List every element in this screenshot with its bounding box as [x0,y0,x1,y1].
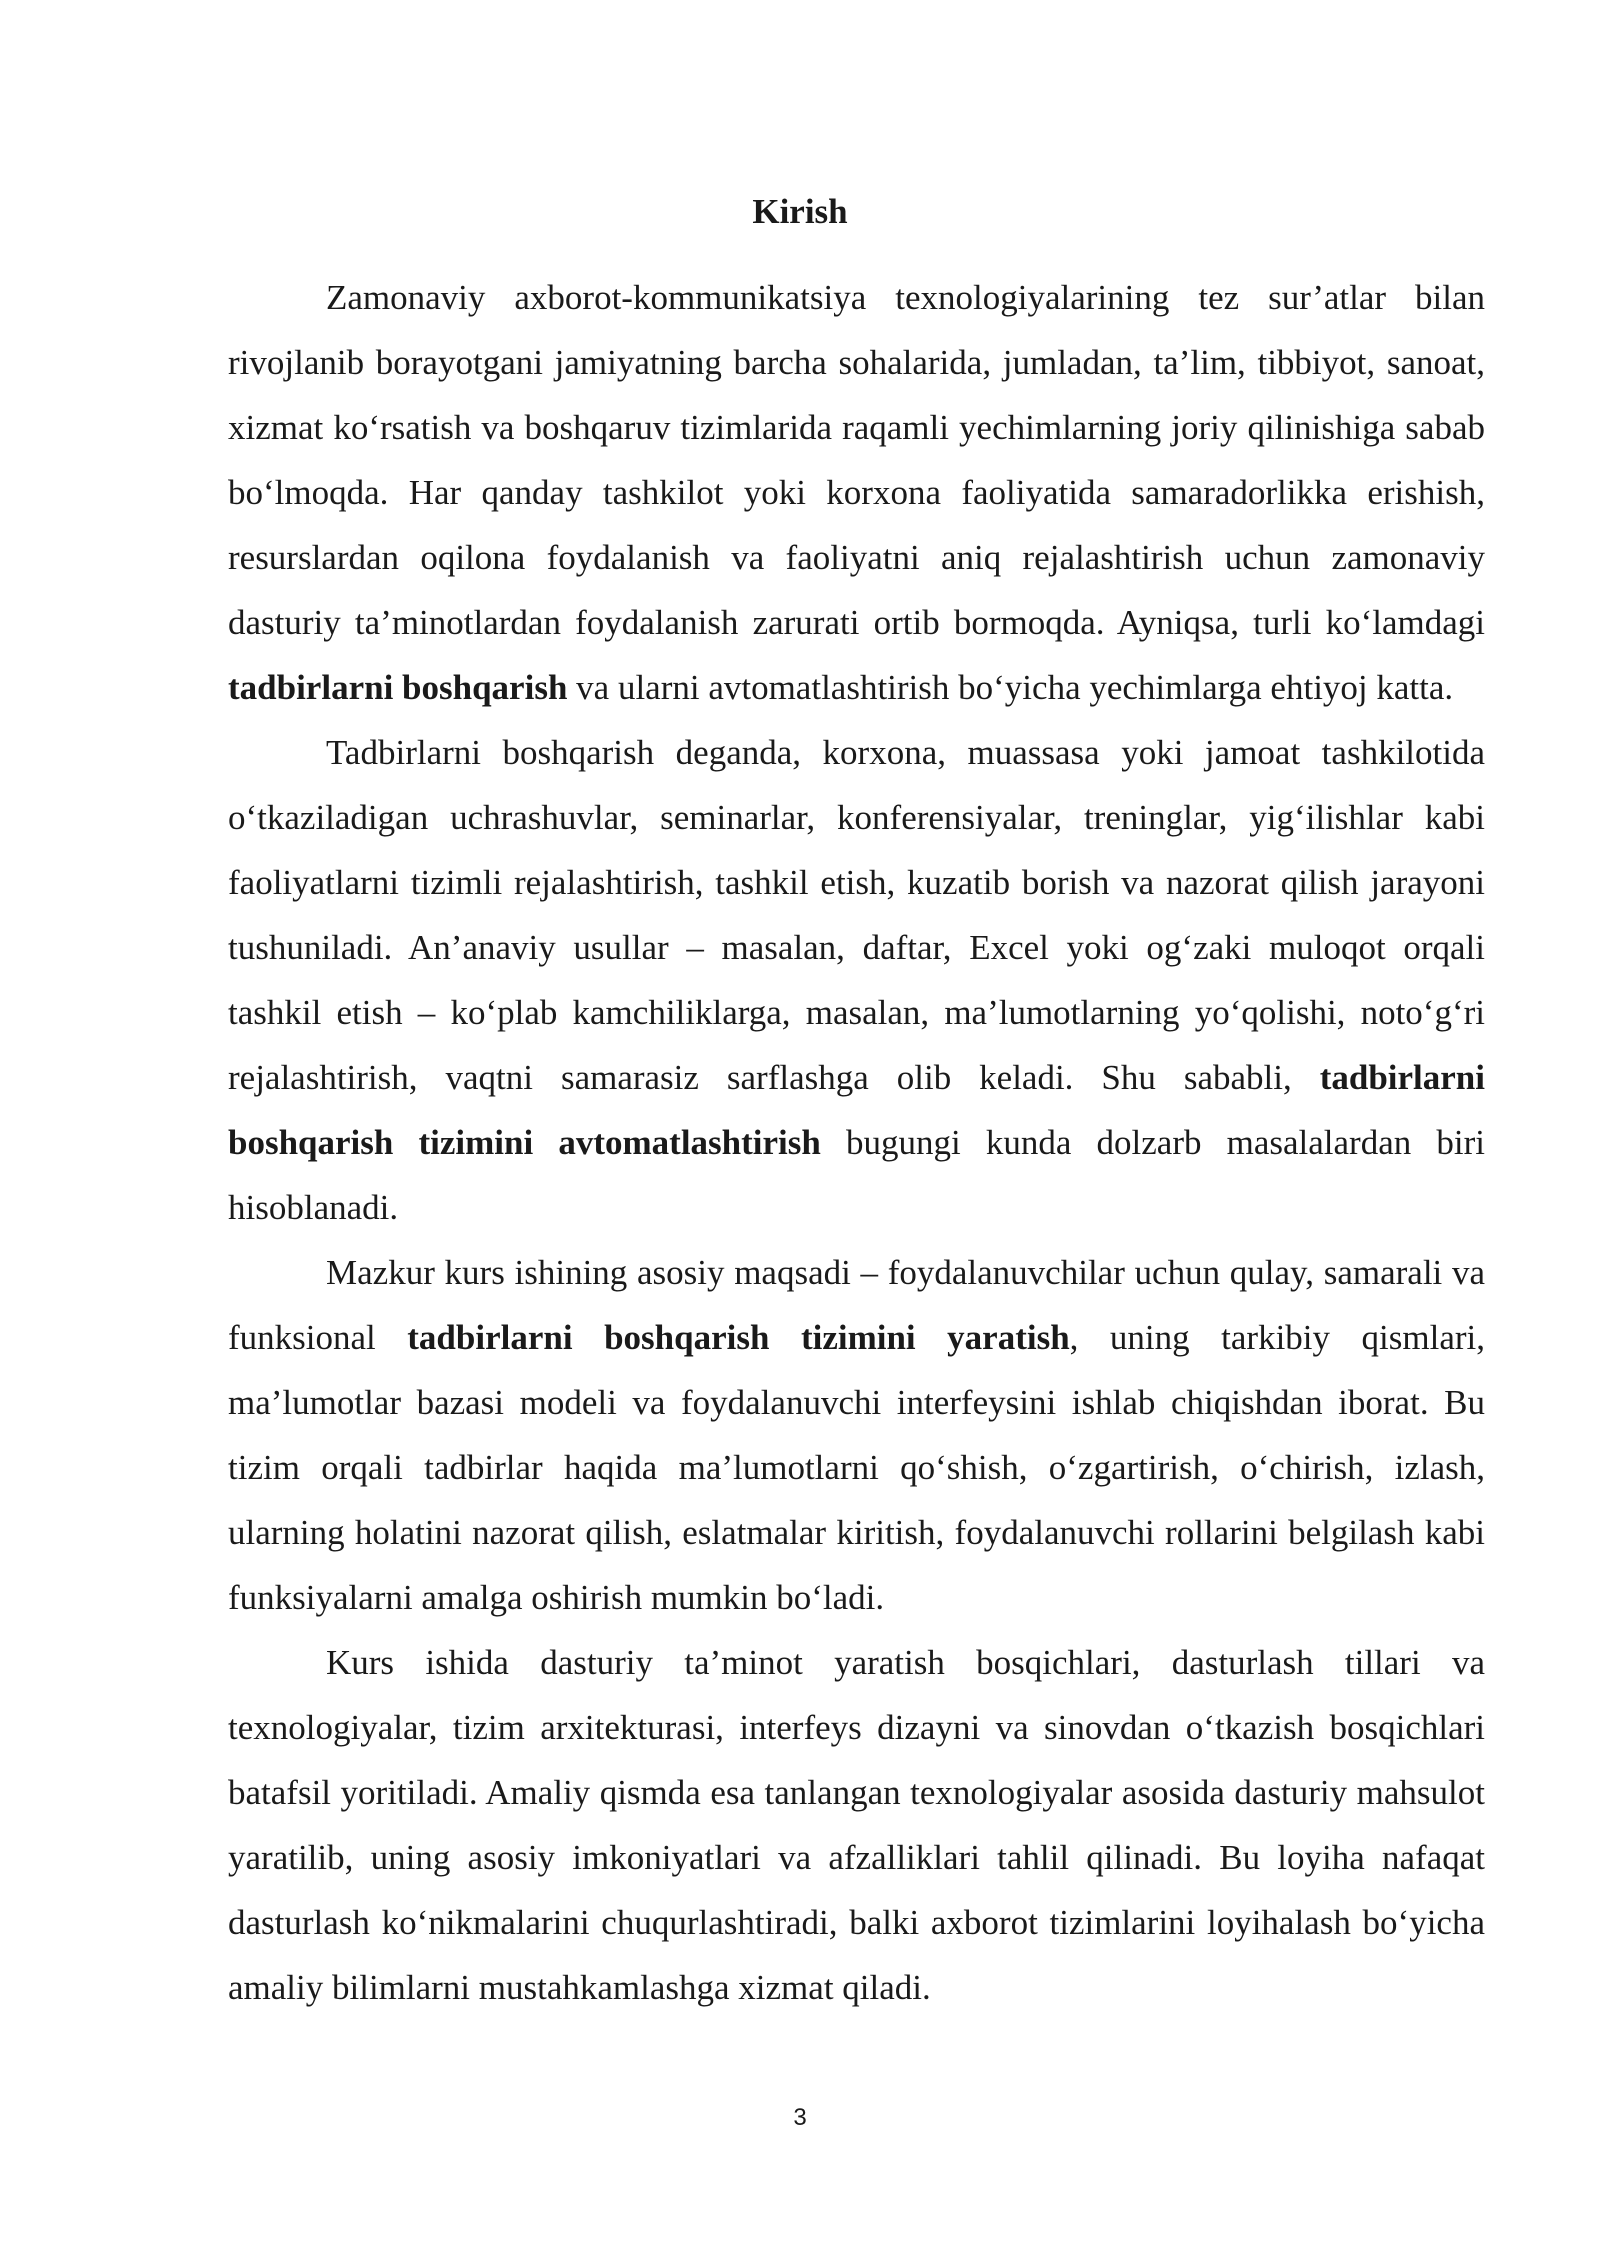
bold-phrase: tadbirlarni boshqarish tizimini avtomatlashtirish [228,1058,1485,1162]
page-number: 3 [793,2104,807,2131]
paragraph-text: Kurs ishida dasturiy ta’minot yaratish bosqichlari, dasturlash tillari va texnologiyalar, tizim arxitekturasi, interfeys dizayni va sinovdan o‘tkazish bosqichlari batafsil yoritiladi. Amaliy qismda esa tanlangan texnologiyalar asosida dasturiy mahsulot yaratilib, uning asosiy imkoniyatlari va afzalliklari tahlil qilinadi. Bu loyiha nafaqat dasturlash ko‘nikmalarini chuqurlashtiradi, balki axborot tizimlarini loyihalash bo‘yicha amaliy bilimlarni mustahkamlashga xizmat qiladi. [228,1643,1485,2007]
paragraph-text: Mazkur kurs ishining asosiy maqsadi – foydalanuvchilar uchun qulay, samarali va funksional [228,1253,1485,1357]
paragraph [228,265,1485,720]
paragraph-text: , uning tarkibiy qismlari, ma’lumotlar bazasi modeli va foydalanuvchi interfeysini ishlab chiqishdan iborat. Bu tizim orqali tadbirlar haqida ma’lumotlarni qo‘shish, o‘zgartirish, o‘chirish, izlash, ularning holatini nazorat qilish, eslatmalar kiritish, foydalanuvchi rollarini belgilash kabi funksiyalarni amalga oshirish mumkin bo‘ladi. [228,1318,1485,1617]
paragraph [228,1630,1485,2020]
paragraph [228,720,1485,1240]
bold-phrase: tadbirlarni boshqarish tizimini yaratish [407,1318,1070,1357]
paragraph-text: Zamonaviy axborot-kommunikatsiya texnologiyalarining tez sur’atlar bilan rivojlanib borayotgani jamiyatning barcha sohalarida, jumladan, ta’lim, tibbiyot, sanoat, xizmat ko‘rsatish va boshqaruv tizimlarida raqamli yechimlarning joriy qilinishiga sabab bo‘lmoqda. Har qanday tashkilot yoki korxona faoliyatida samaradorlikka erishish, resurslardan oqilona foydalanish va faoliyatni aniq rejalashtirish uchun zamonaviy dasturiy ta’minotlardan foydalanish zarurati ortib bormoqda. Ayniqsa, turli ko‘lamdagi [228,278,1485,642]
paragraph-text: Tadbirlarni boshqarish deganda, korxona, muassasa yoki jamoat tashkilotida o‘tkaziladigan uchrashuvlar, seminarlar, konferensiyalar, treninglar, yig‘ilishlar kabi faoliyatlarni tizimli rejalashtirish, tashkil etish, kuzatib borish va nazorat qilish jarayoni tushuniladi. An’anaviy usullar – masalan, daftar, Excel yoki og‘zaki muloqot orqali tashkil etish – ko‘plab kamchiliklarga, masalan, ma’lumotlarning yo‘qolishi, noto‘g‘ri rejalashtirish, vaqtni samarasiz sarflashga olib keladi. Shu sababli, [228,733,1485,1097]
paragraph-text: va ularni avtomatlashtirish bo‘yicha yechimlarga ehtiyoj katta. [567,668,1454,707]
section-title: Kirish [752,192,848,231]
paragraph-text: bugungi kunda dolzarb masalalardan biri hisoblanadi. [228,1123,1485,1227]
body-text [228,265,1485,2020]
bold-phrase: tadbirlarni boshqarish [228,668,568,707]
paragraph [228,1240,1485,1630]
